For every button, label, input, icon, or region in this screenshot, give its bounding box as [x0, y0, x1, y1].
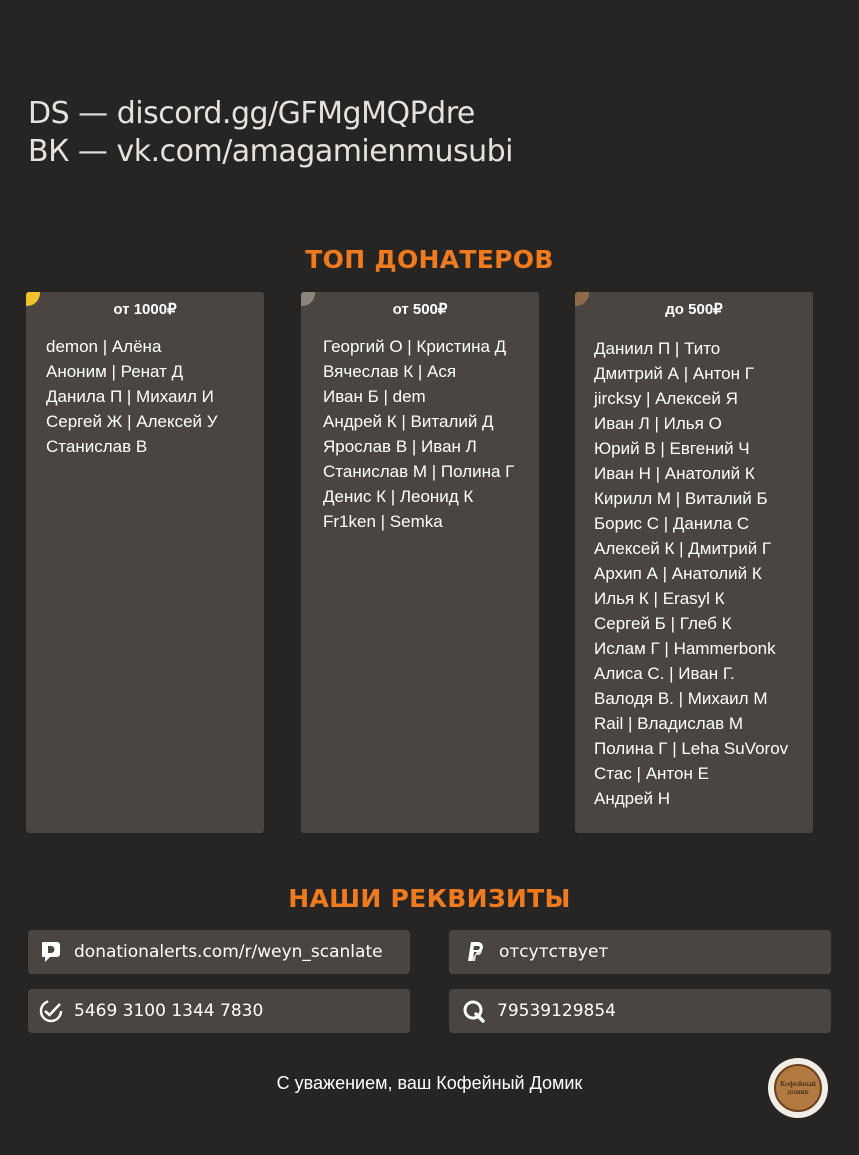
- list-item: Ярослав В | Иван Л: [323, 437, 477, 456]
- list-item: Андрей Н: [594, 789, 671, 808]
- list-item: Юрий В | Евгений Ч: [594, 439, 750, 458]
- tier-header: от 500₽: [392, 301, 448, 318]
- logo-badge: [774, 1064, 822, 1112]
- qiwi-row[interactable]: [449, 989, 831, 1033]
- list-item: Кирилл М | Виталий Б: [594, 489, 768, 508]
- coffee-house-logo: [768, 1058, 828, 1118]
- qiwi-icon: [461, 998, 487, 1024]
- logo-text-line2: домик: [787, 1088, 809, 1096]
- list-item: Rail | Владислав М: [594, 714, 744, 733]
- list-item: Fr1ken | Semka: [323, 512, 443, 531]
- paypal-icon: [463, 939, 489, 965]
- tier-header: до 500₽: [665, 301, 723, 318]
- list-item: Сергей Ж | Алексей У: [46, 412, 218, 431]
- vk-link[interactable]: ВК — vk.com/amagamienmusubi: [28, 134, 514, 169]
- list-item: Дмитрий А | Антон Г: [594, 364, 754, 383]
- contact-links: [28, 95, 513, 171]
- list-item: demon | Алёна: [46, 337, 162, 356]
- paypal-row[interactable]: [449, 930, 831, 974]
- sberbank-icon: [38, 998, 64, 1024]
- list-item: Валодя В. | Михаил М: [594, 689, 768, 708]
- discord-link[interactable]: DS — discord.gg/GFMgMQPdre: [28, 96, 475, 131]
- tier-card-500: [301, 292, 539, 833]
- list-item: Архип А | Анатолий К: [594, 564, 762, 583]
- list-item: Денис К | Леонид К: [323, 487, 474, 506]
- list-item: Станислав В: [46, 437, 148, 456]
- tier-header: от 1000₽: [113, 301, 177, 318]
- list-item: Георгий О | Кристина Д: [323, 337, 507, 356]
- list-item: Полина Г | Leha SuVorov: [594, 739, 789, 758]
- tier-card-below-500: [575, 292, 813, 833]
- list-item: Аноним | Ренат Д: [46, 362, 184, 381]
- list-item: Иван Б | dem: [323, 387, 426, 406]
- list-item: Алексей К | Дмитрий Г: [594, 539, 772, 558]
- list-item: Иван Н | Анатолий К: [594, 464, 755, 483]
- donationalerts-icon: [38, 939, 64, 965]
- list-item: Ислам Г | Hammerbonk: [594, 639, 776, 658]
- donationalerts-link[interactable]: donationalerts.com/r/weyn_scanlate: [74, 942, 383, 962]
- list-item: Вячеслав К | Ася: [323, 362, 457, 381]
- sberbank-row[interactable]: [28, 989, 410, 1033]
- qiwi-number: 79539129854: [497, 1001, 616, 1021]
- list-item: Стас | Антон Е: [594, 764, 709, 783]
- list-item: Данила П | Михаил И: [46, 387, 214, 406]
- paypal-value: отсутствует: [499, 942, 609, 962]
- list-item: Алиса С. | Иван Г.: [594, 664, 735, 683]
- footer-text: С уважением, ваш Кофейный Домик: [276, 1073, 583, 1093]
- list-item: Илья К | Erasyl К: [594, 589, 725, 608]
- list-item: Андрей К | Виталий Д: [323, 412, 494, 431]
- top-donators-title: ТОП ДОНАТЕРОВ: [305, 245, 554, 274]
- list-item: Станислав М | Полина Г: [323, 462, 515, 481]
- list-item: Сергей Б | Глеб К: [594, 614, 732, 633]
- donationalerts-row[interactable]: [28, 930, 410, 974]
- list-item: Даниил П | Тито: [594, 339, 721, 358]
- list-item: jircksy | Алексей Я: [594, 389, 738, 408]
- card-number: 5469 3100 1344 7830: [74, 1001, 264, 1021]
- tier-list: [301, 334, 539, 534]
- tier-card-1000: [26, 292, 264, 833]
- tier-list: [575, 336, 813, 811]
- requisites-title: НАШИ РЕКВИЗИТЫ: [288, 884, 571, 913]
- logo-text-line1: Кофейный: [779, 1080, 817, 1088]
- list-item: Иван Л | Илья О: [594, 414, 722, 433]
- tier-list: [26, 334, 264, 459]
- list-item: Борис С | Данила С: [594, 514, 750, 533]
